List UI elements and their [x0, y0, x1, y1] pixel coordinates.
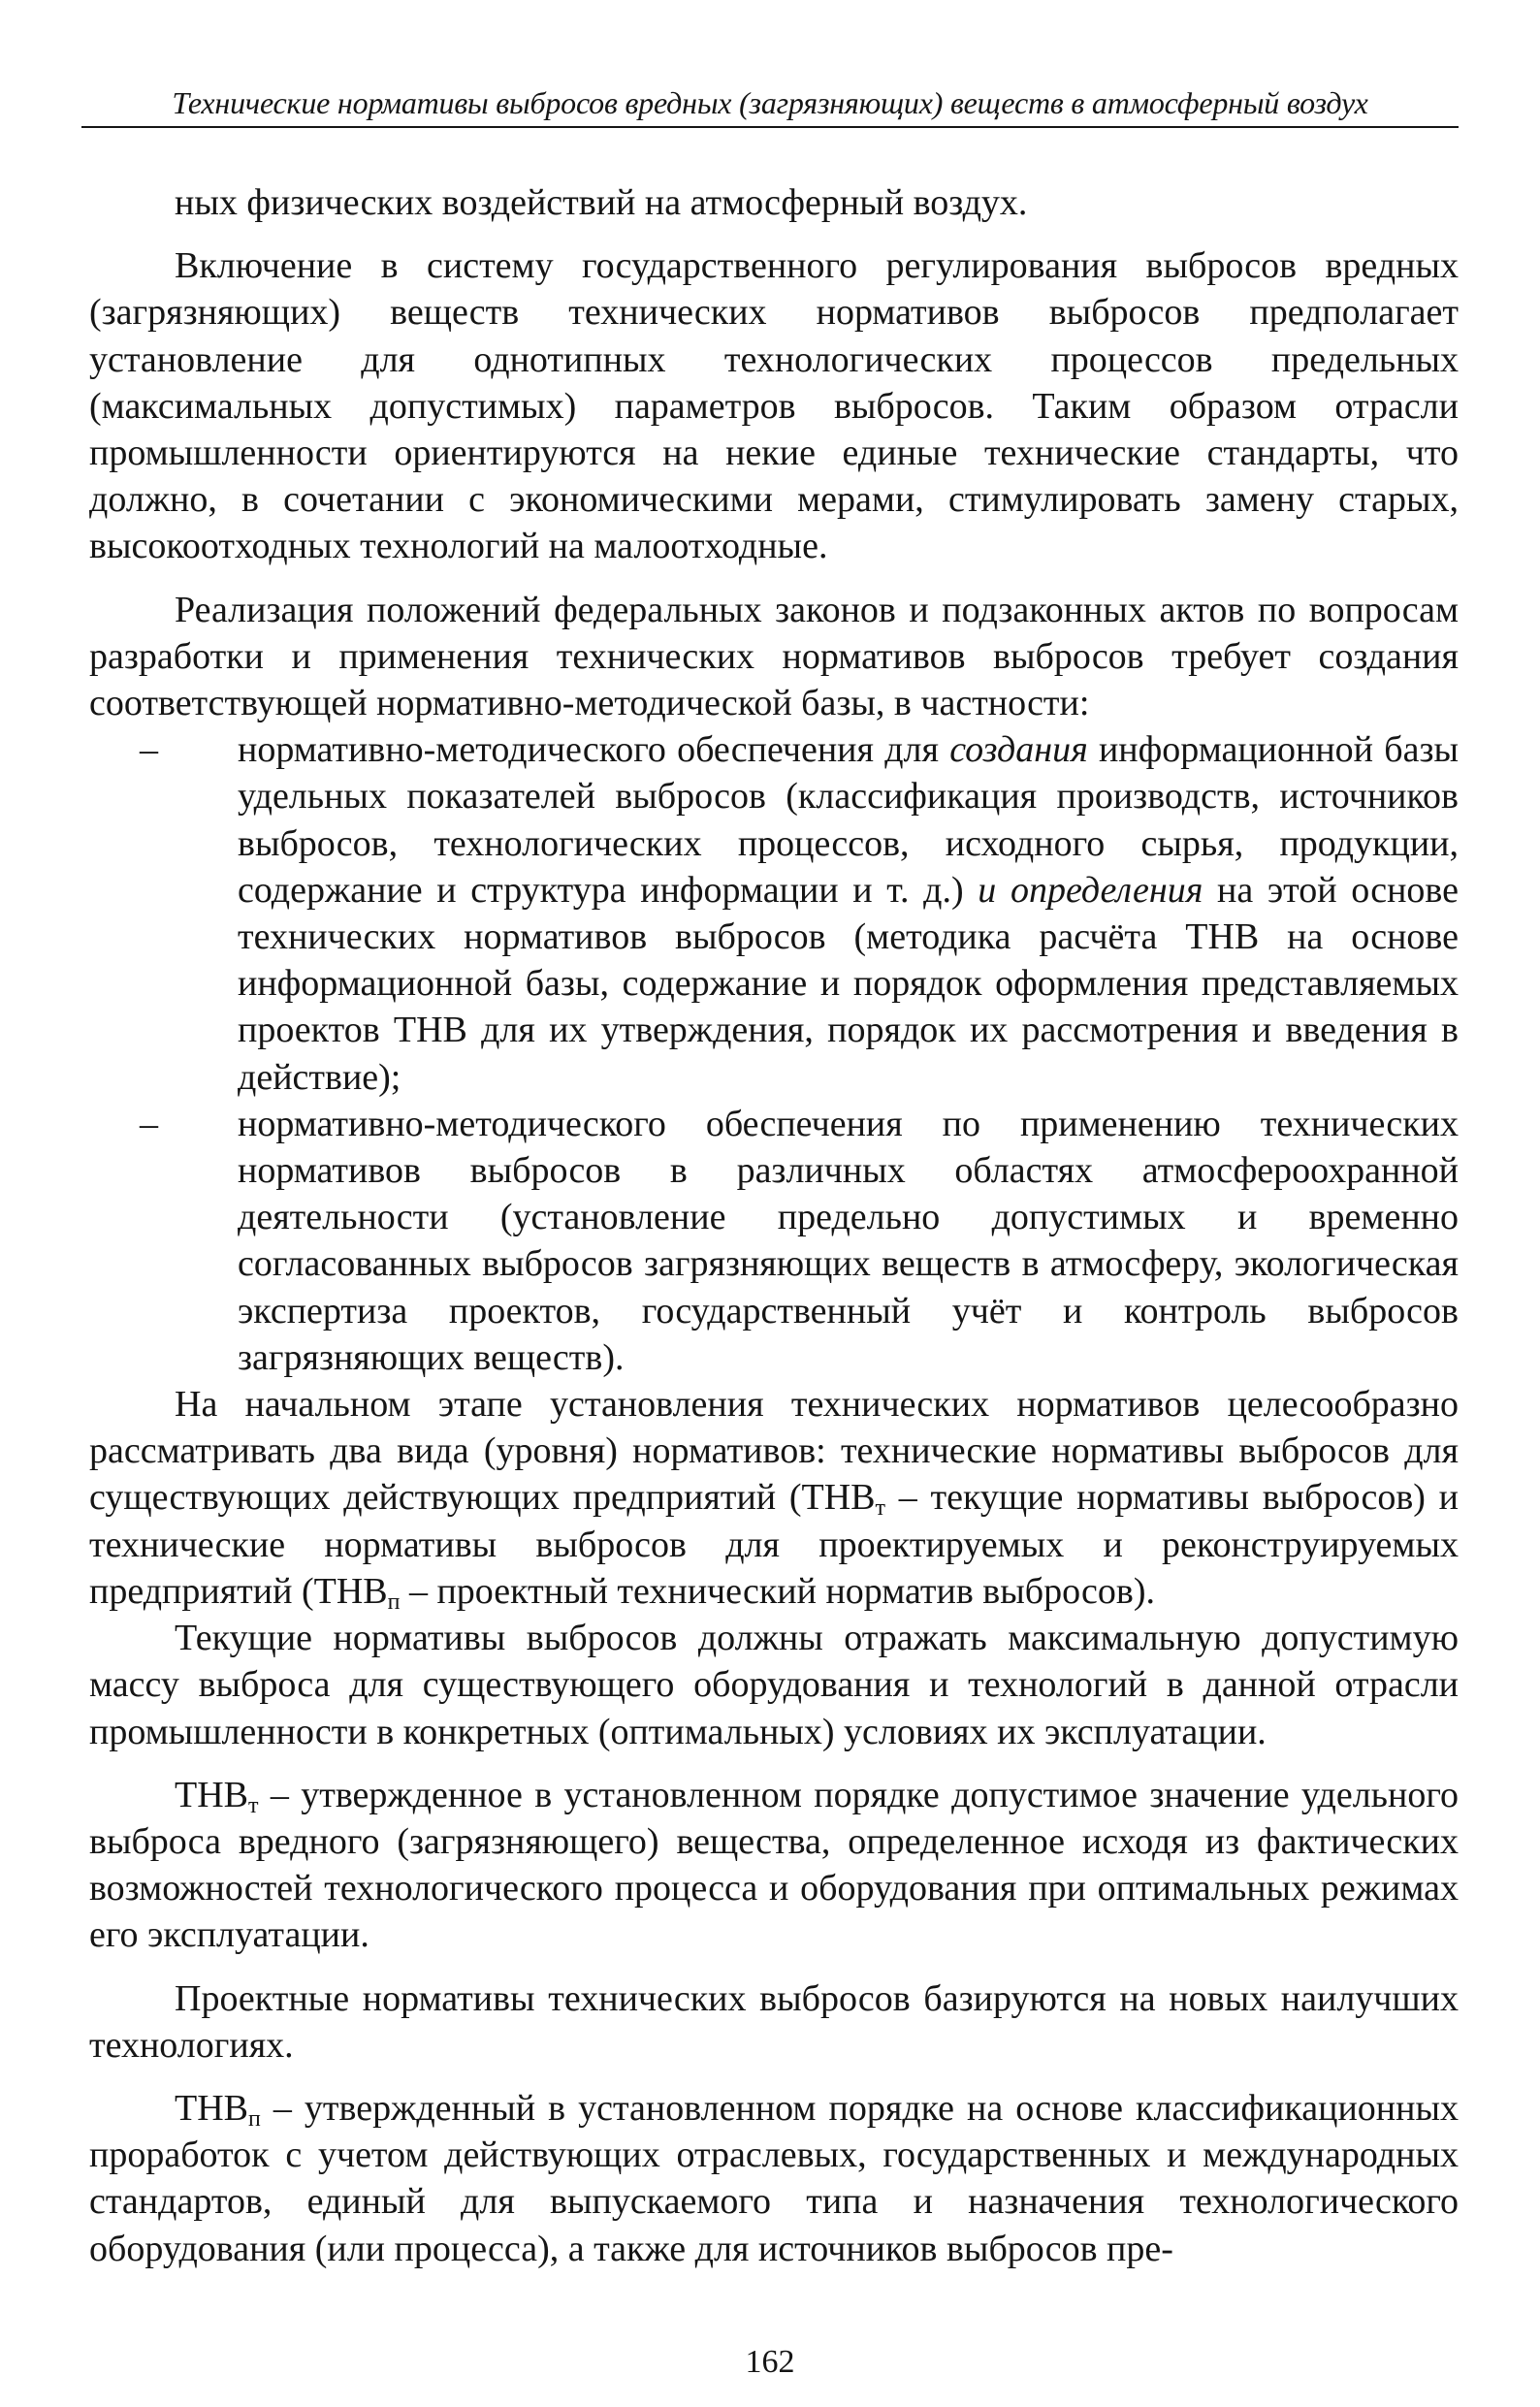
dash-bullet: – — [140, 1103, 158, 1144]
requirements-list — [89, 726, 1459, 1381]
paragraph-continuation: ных физических воздействий на атмосферный воздух. — [175, 182, 1028, 223]
list-item: – нормативно-методического обеспечения для создания информационной базы удельных показателей выбросов (классификация производств, источников выбросов, технологических процессов, исходного сырья, продукции, содержание и структура информации и т. д.) и определения на этой основе технических нормативов выбросов (методика расчёта ТНВ на основе информационной базы, содержание и порядок оформления представляемых проектов ТНВ для их утверждения, порядок их рассмотрения и введения в действие); — [89, 726, 1459, 1101]
paragraph-project-norms: Проектные нормативы технических выбросов базируются на новых наилучших технологиях. — [89, 1977, 1459, 2066]
running-header: Технические нормативы выбросов вредных (загрязняющих) веществ в атмосферный воздух — [172, 85, 1368, 120]
header-rule — [81, 126, 1459, 128]
paragraph-tnv-p-definition: $ТНВ_п$ – утвержденный в установленном порядке на основе классификационных проработок с учетом действующих отраслевых, государственных и международных стандартов, единый для выпускаемого типа и назначения технологического оборудования (или процесса), а также для источников выбросов пре- — [89, 2087, 1459, 2269]
paragraph-current-norms: Текущие нормативы выбросов должны отражать максимальную допустимую массу выброса для существующего оборудования и технологий в данной отрасли промышленности в конкретных (оптимальных) условиях их эксплуатации. — [89, 1618, 1459, 1752]
paragraph-implementation: Реализация положений федеральных законов и подзаконных актов по вопросам разработки и применения технических нормативов выбросов требует создания соответствующей нормативно-методической базы, в частности: — [89, 589, 1459, 724]
dash-bullet: – — [140, 729, 158, 771]
paragraph-regulation: Включение в систему государственного регулирования выбросов вредных (загрязняющих) веществ технических нормативов выбросов предполагает установление для однотипных технологических процессов предельных (максимальных допустимых) параметров выбросов. Таким образом отрасли промышленности ориентируются на некие единые технические стандарты, что должно, в сочетании с экономическими мерами, стимулировать замену старых, высокоотходных технологий на малоотходные. — [89, 245, 1459, 567]
paragraph-tnv-t-definition: $ТНВ_т$ – утвержденное в установленном порядке допустимое значение удельного выброса вредного (загрязняющего) вещества, определенное исходя из фактических возможностей технологического процесса и оборудования при оптимальных режимах его эксплуатации. — [89, 1774, 1459, 1956]
page-number: 162 — [745, 2344, 795, 2380]
body-text — [89, 179, 1459, 2272]
paragraph-initial-stage: На начальном этапе установления технических нормативов целесообразно рассматривать два вида (уровня) нормативов: технические нормативы выбросов для существующих действующих предприятий ($ТНВ_т$ – текущие нормативы выбросов) и технические нормативы выбросов для проектируемых и реконструируемых предприятий ($ТНВ_п$ – проектный технический норматив выбросов). — [89, 1384, 1460, 1615]
list-item: – нормативно-методического обеспечения по применению технических нормативов выбросов в различных областях атмосфероохранной деятельности (установление предельно допустимых и временно согласованных выбросов загрязняющих веществ в атмосферу, экологическая экспертиза проектов, государственный учёт и контроль выбросов загрязняющих веществ). — [89, 1101, 1459, 1381]
